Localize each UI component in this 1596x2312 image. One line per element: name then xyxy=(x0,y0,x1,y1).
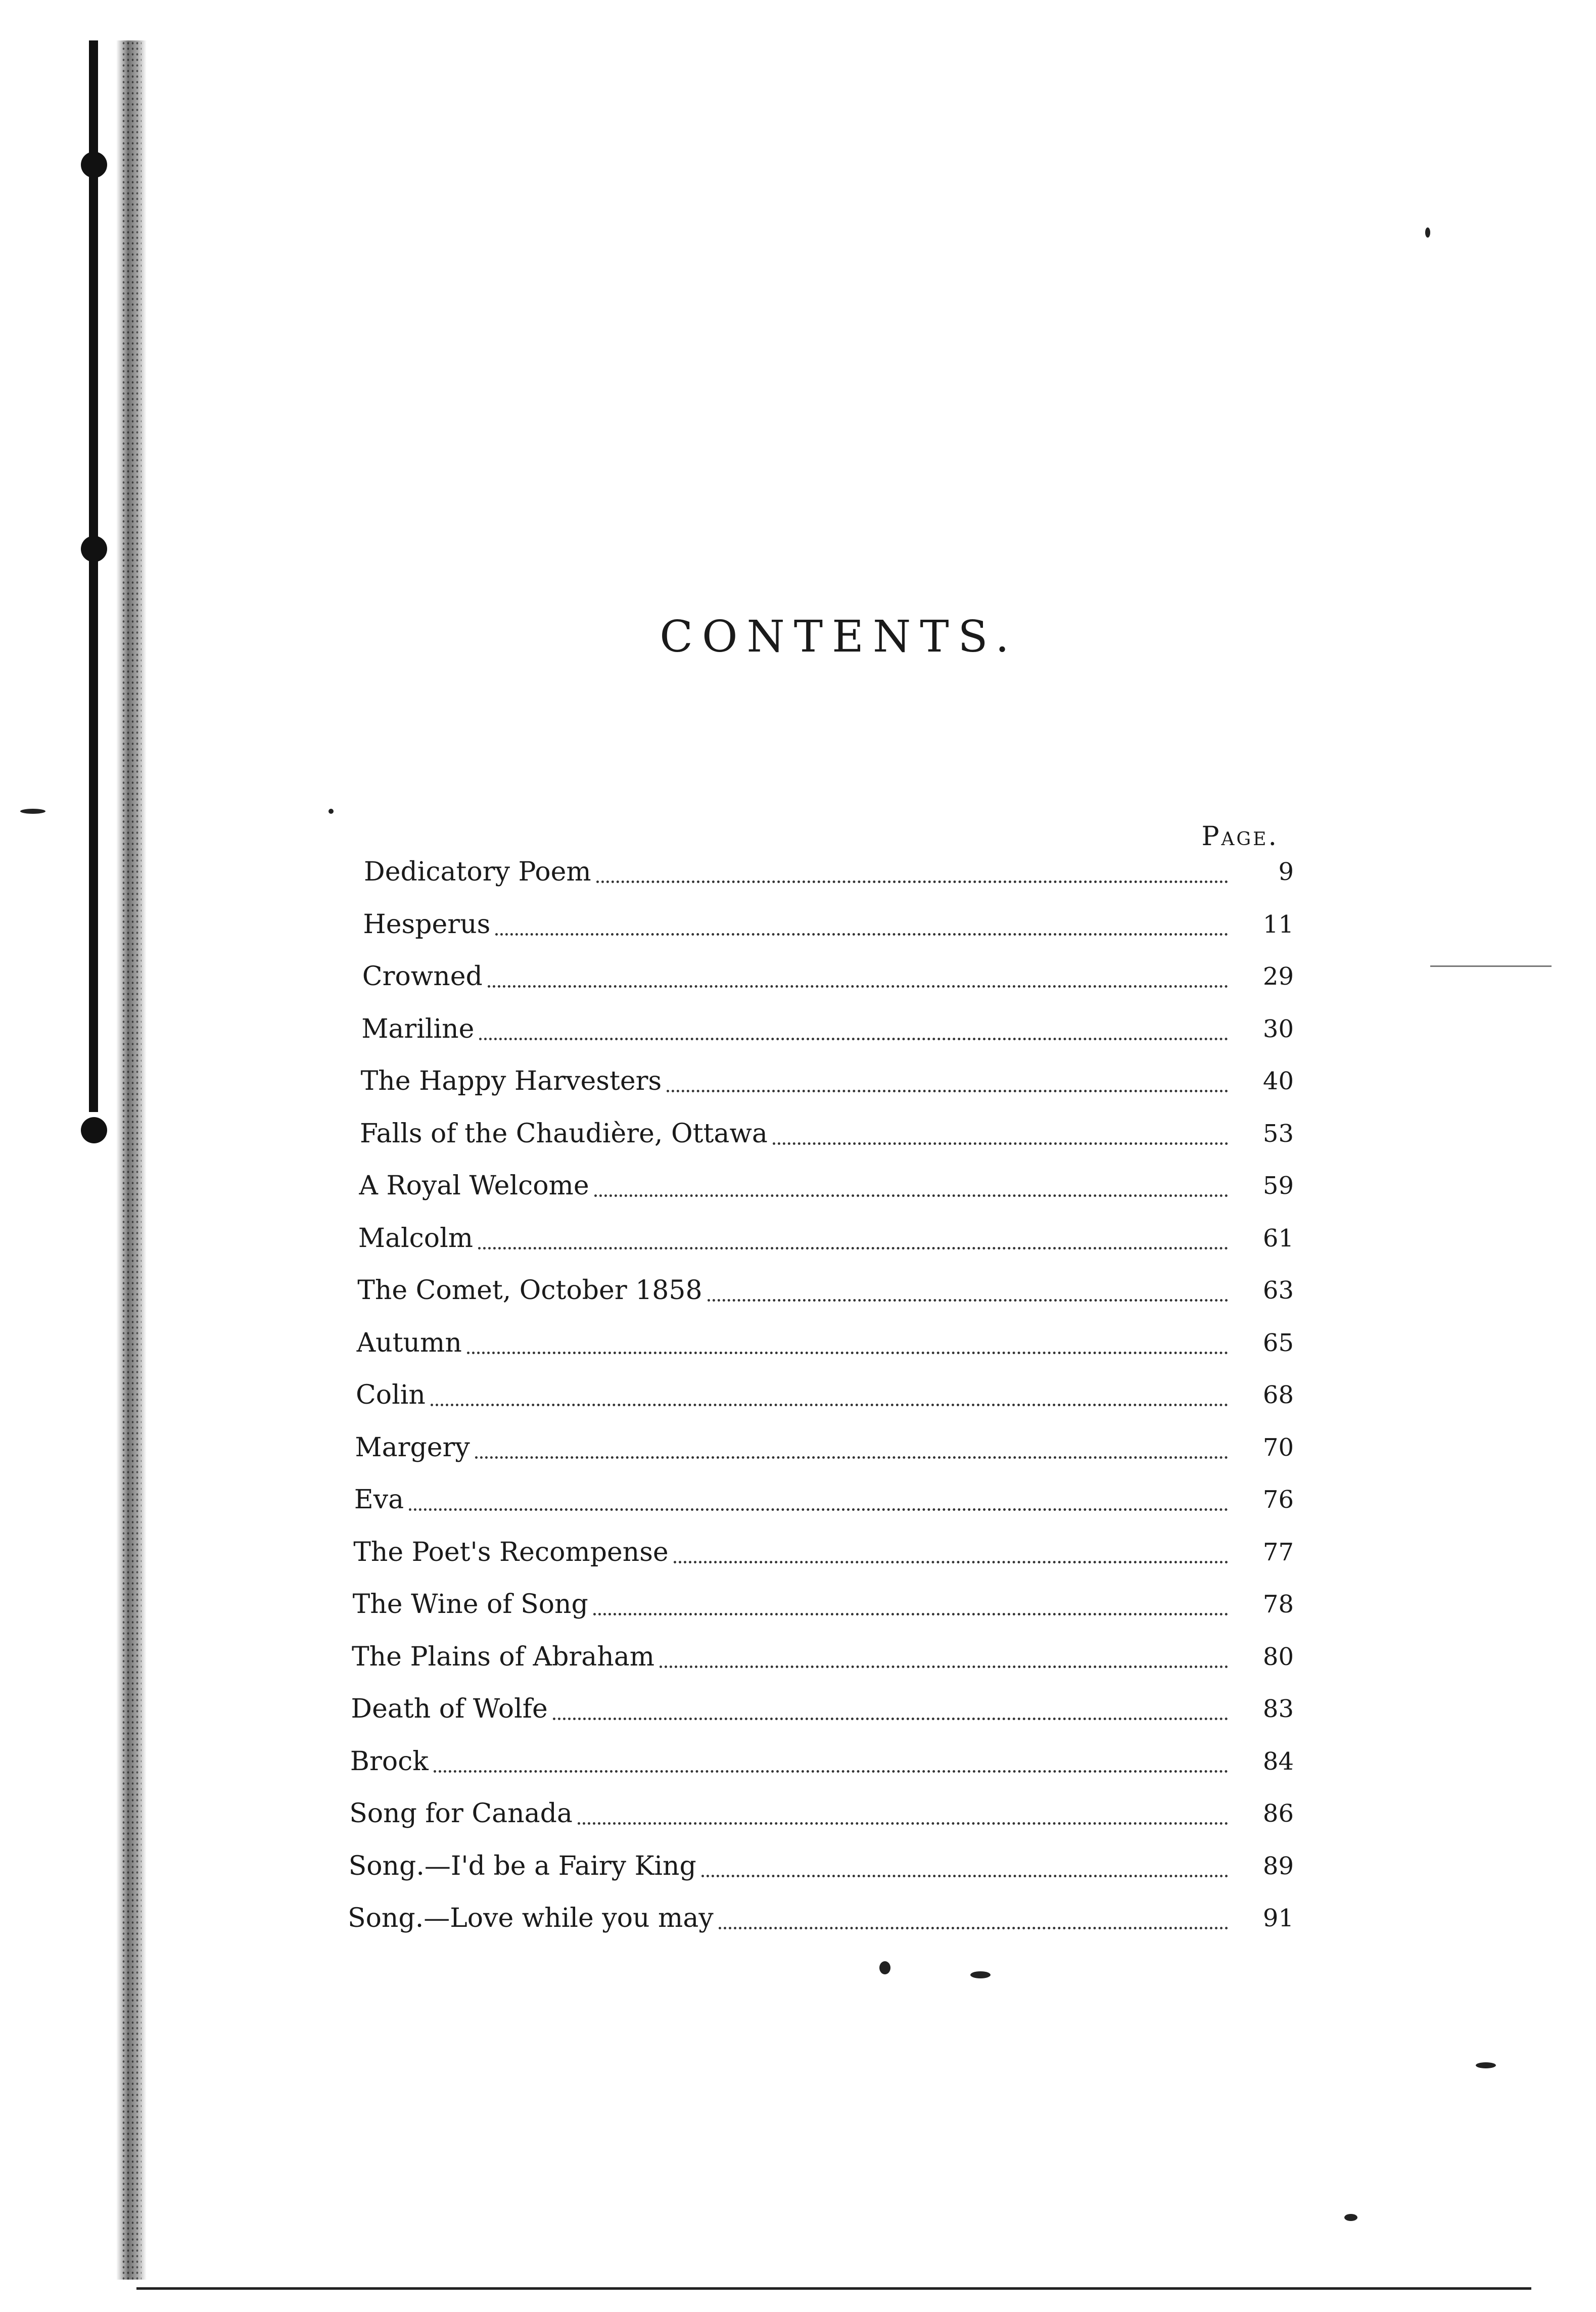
toc-entry xyxy=(359,1168,1294,1221)
toc-entry-title: The Comet, October 1858 xyxy=(357,1273,707,1308)
toc-entry xyxy=(362,959,1294,1011)
contents-heading: CONTENTS. xyxy=(660,612,1018,662)
toc-entry xyxy=(348,1901,1294,1953)
toc-entry xyxy=(356,1377,1294,1430)
scan-speck xyxy=(1344,2214,1357,2221)
toc-entry xyxy=(357,1273,1294,1325)
toc-entry xyxy=(354,1482,1294,1535)
toc-entry xyxy=(349,1796,1294,1848)
toc-entry-page: 9 xyxy=(1278,858,1294,886)
dot-leader xyxy=(593,1587,1228,1615)
dot-leader xyxy=(578,1796,1228,1825)
toc-entry-title: Hesperus xyxy=(363,907,495,942)
dot-leader xyxy=(674,1535,1228,1563)
toc-entry xyxy=(363,907,1294,959)
scan-speck xyxy=(1425,227,1430,238)
dot-leader xyxy=(701,1848,1228,1877)
toc-entry-page: 83 xyxy=(1262,1695,1294,1723)
toc-entry xyxy=(358,1221,1294,1273)
toc-entry-title: Margery xyxy=(355,1430,475,1465)
toc-entry-page: 80 xyxy=(1262,1642,1294,1671)
toc-entry-title: Eva xyxy=(354,1482,409,1517)
toc-entry-title: The Poet's Recompense xyxy=(353,1535,674,1570)
toc-entry-page: 29 xyxy=(1262,962,1294,991)
scan-speck xyxy=(328,809,334,814)
toc-entry-page: 70 xyxy=(1262,1433,1294,1462)
toc-entry xyxy=(357,1325,1294,1378)
binding-knot xyxy=(81,536,107,562)
binding-knot xyxy=(81,1117,107,1143)
toc-entry-title: The Happy Harvesters xyxy=(361,1063,667,1099)
toc-entry-page: 65 xyxy=(1262,1328,1294,1357)
toc-entry-title: Brock xyxy=(350,1744,434,1779)
toc-entry xyxy=(353,1535,1294,1587)
scan-speck xyxy=(20,809,45,814)
page-column-label: Page. xyxy=(1201,821,1279,852)
toc-entry xyxy=(361,1063,1294,1116)
toc-entry-page: 76 xyxy=(1262,1486,1294,1514)
dot-leader xyxy=(478,1221,1228,1250)
scan-speck xyxy=(970,1971,991,1978)
dot-leader xyxy=(596,854,1228,883)
toc-entry-title: Colin xyxy=(356,1377,431,1413)
toc-entry-page: 78 xyxy=(1262,1590,1294,1619)
dot-leader xyxy=(431,1377,1228,1406)
spine-speckle xyxy=(121,40,142,2280)
dot-leader xyxy=(660,1639,1228,1668)
toc-entry-page: 68 xyxy=(1262,1381,1294,1409)
toc-entry-page: 63 xyxy=(1262,1276,1294,1305)
dot-leader xyxy=(719,1901,1228,1929)
toc-entry-title: Mariline xyxy=(361,1011,479,1047)
toc-entry-page: 84 xyxy=(1262,1747,1294,1776)
toc-entry-title: Song.—Love while you may xyxy=(348,1901,719,1936)
book-binding-gutter xyxy=(0,0,167,2312)
binding-knot xyxy=(81,152,107,178)
dot-leader xyxy=(409,1482,1228,1511)
toc-entry xyxy=(353,1587,1294,1639)
toc-entry-title: Malcolm xyxy=(358,1221,478,1256)
toc-entry-page: 61 xyxy=(1262,1224,1294,1253)
toc-entry-title: Dedicatory Poem xyxy=(364,854,596,890)
toc-entry-page: 77 xyxy=(1262,1538,1294,1566)
toc-entry xyxy=(351,1691,1294,1744)
dot-leader xyxy=(553,1691,1228,1720)
toc-entry-title: The Plains of Abraham xyxy=(352,1639,660,1675)
dot-leader xyxy=(773,1116,1228,1145)
toc-entry-page: 89 xyxy=(1262,1852,1294,1880)
dot-leader xyxy=(594,1168,1228,1197)
toc-entry xyxy=(364,854,1294,907)
toc-entry xyxy=(360,1116,1294,1169)
dot-leader xyxy=(434,1744,1228,1773)
toc-entry-title: Falls of the Chaudière, Ottawa xyxy=(360,1116,773,1151)
toc-entry xyxy=(352,1639,1294,1692)
toc-entry-title: The Wine of Song xyxy=(353,1587,593,1622)
toc-entry-title: Autumn xyxy=(357,1325,467,1361)
toc-entry-page: 11 xyxy=(1262,910,1294,939)
dot-leader xyxy=(495,907,1228,936)
toc-entry-title: Song for Canada xyxy=(349,1796,578,1831)
scan-speck xyxy=(1476,2062,1496,2068)
toc-entry-page: 59 xyxy=(1262,1172,1294,1200)
toc-entry-title: Crowned xyxy=(362,959,488,994)
binding-thread xyxy=(89,40,98,1112)
toc-entry-page: 91 xyxy=(1262,1904,1294,1932)
dot-leader xyxy=(667,1063,1228,1092)
page-bottom-rule xyxy=(136,2287,1531,2290)
dot-leader xyxy=(479,1011,1228,1040)
dot-leader xyxy=(467,1325,1228,1354)
dot-leader xyxy=(488,959,1228,988)
dot-leader xyxy=(475,1430,1228,1459)
toc-entry-title: Death of Wolfe xyxy=(351,1691,552,1727)
toc-entry xyxy=(350,1744,1294,1796)
toc-entry xyxy=(349,1848,1294,1901)
dot-leader xyxy=(708,1273,1228,1302)
toc-entry-page: 30 xyxy=(1262,1014,1294,1043)
toc-entry-page: 40 xyxy=(1262,1067,1294,1095)
scan-speck xyxy=(879,1961,890,1974)
toc-entry-page: 53 xyxy=(1262,1119,1294,1148)
margin-mark xyxy=(1430,965,1552,967)
toc-entry xyxy=(361,1011,1294,1064)
toc-entry-page: 86 xyxy=(1262,1799,1294,1828)
toc-entry xyxy=(355,1430,1294,1483)
table-of-contents xyxy=(349,854,1294,1953)
toc-entry-title: A Royal Welcome xyxy=(359,1168,594,1204)
toc-entry-title: Song.—I'd be a Fairy King xyxy=(349,1848,701,1884)
